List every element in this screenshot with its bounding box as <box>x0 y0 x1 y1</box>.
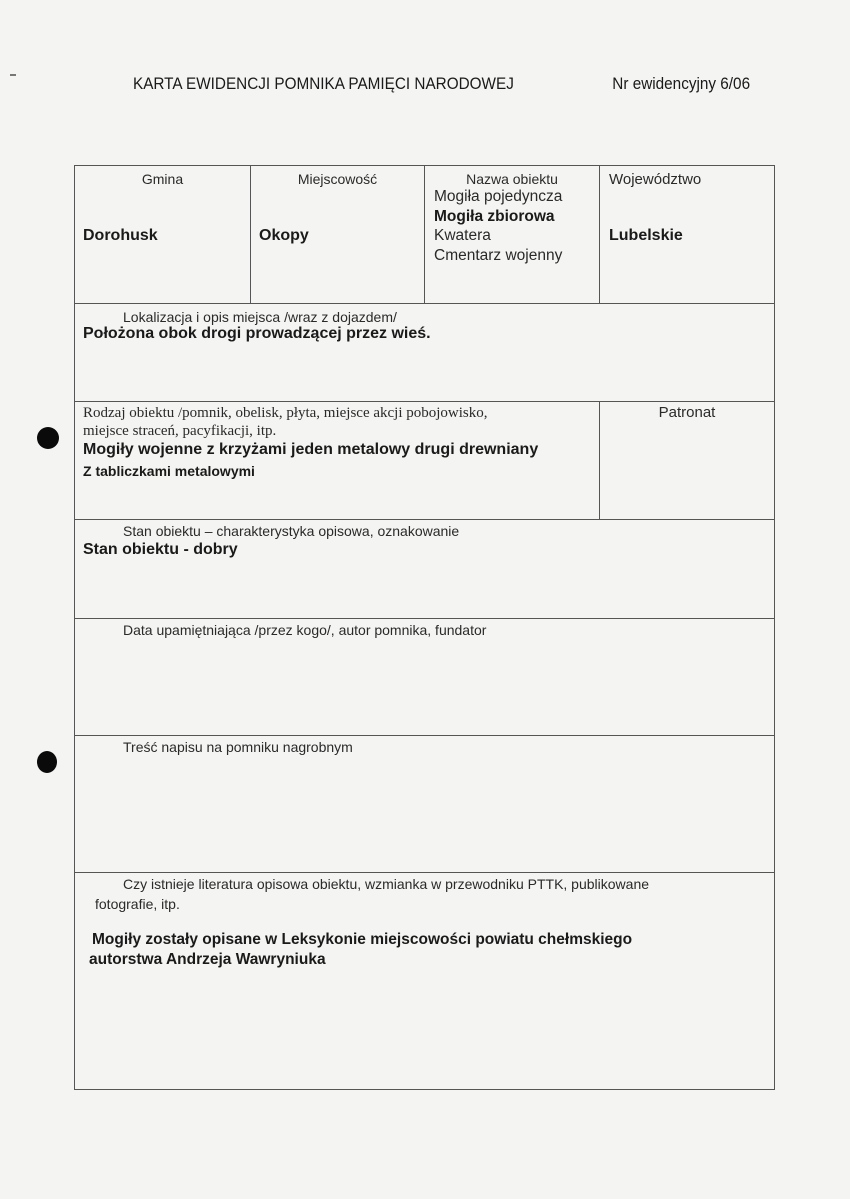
record-card <box>74 165 775 1090</box>
miejscowosc-cell <box>250 166 424 303</box>
rodzaj-row <box>75 402 774 520</box>
literatura-value-line2: autorstwa Andrzeja Wawryniuka <box>89 951 326 968</box>
literatura-label-line1: Czy istnieje literatura opisowa obiektu, wzmianka w przewodniku PTTK, publikowane <box>123 876 650 892</box>
lokalizacja-label: Lokalizacja i opis miejsca /wraz z dojazdem/ <box>123 309 397 325</box>
nazwa-option: Mogiła pojedyncza <box>434 188 563 205</box>
nazwa-option-selected: Mogiła zbiorowa <box>434 207 555 225</box>
patronat-label: Patronat <box>658 404 716 421</box>
registry-number: Nr ewidencyjny 6/06 <box>612 74 750 93</box>
literatura-label-line2: fotografie, itp. <box>95 896 180 912</box>
data-upamietniajaca-row <box>75 619 774 736</box>
literatura-row <box>75 873 774 1089</box>
document-title: KARTA EWIDENCJI POMNIKA PAMIĘCI NARODOWEJ <box>133 74 514 93</box>
gmina-cell <box>75 166 250 303</box>
rodzaj-label-line2: miejsce straceń, pacyfikacji, itp. <box>83 423 277 439</box>
nazwa-option: Kwatera <box>434 227 491 244</box>
top-row <box>75 166 774 304</box>
literatura-value-line1: Mogiły zostały opisane w Leksykonie miejscowości powiatu chełmskiego <box>92 931 633 948</box>
scan-mark <box>10 74 16 76</box>
nazwa-label: Nazwa obiektu <box>466 171 558 187</box>
patronat-cell <box>599 402 774 519</box>
punch-hole <box>37 751 57 773</box>
wojewodztwo-value: Lubelskie <box>609 227 683 244</box>
stan-label: Stan obiektu – charakterystyka opisowa, oznakowanie <box>123 523 460 539</box>
rodzaj-cell <box>75 402 599 519</box>
lokalizacja-row <box>75 304 774 402</box>
miejscowosc-label: Miejscowość <box>297 171 378 187</box>
miejscowosc-value: Okopy <box>259 227 309 244</box>
rodzaj-label-line1: Rodzaj obiektu /pomnik, obelisk, płyta, miejsce akcji pobojowisko, <box>83 405 488 421</box>
data-upamietniajaca-label: Data upamiętniająca /przez kogo/, autor pomnika, fundator <box>123 622 487 638</box>
stan-row <box>75 520 774 619</box>
gmina-label: Gmina <box>141 171 184 187</box>
tresc-row <box>75 736 774 873</box>
wojewodztwo-cell <box>599 166 774 303</box>
punch-hole <box>37 427 59 449</box>
nazwa-option: Cmentarz wojenny <box>434 246 563 264</box>
gmina-value: Dorohusk <box>83 227 158 244</box>
stan-value: Stan obiektu - dobry <box>83 541 238 558</box>
lokalizacja-value: Położona obok drogi prowadzącej przez wieś. <box>83 325 431 342</box>
document-header <box>133 74 750 96</box>
rodzaj-value-line2: Z tabliczkami metalowymi <box>83 463 255 479</box>
tresc-label: Treść napisu na pomniku nagrobnym <box>123 739 353 755</box>
rodzaj-value-line1: Mogiły wojenne z krzyżami jeden metalowy drugi drewniany <box>83 441 539 458</box>
nazwa-options <box>434 187 562 265</box>
nazwa-cell <box>424 166 599 303</box>
wojewodztwo-label: Województwo <box>609 171 702 188</box>
